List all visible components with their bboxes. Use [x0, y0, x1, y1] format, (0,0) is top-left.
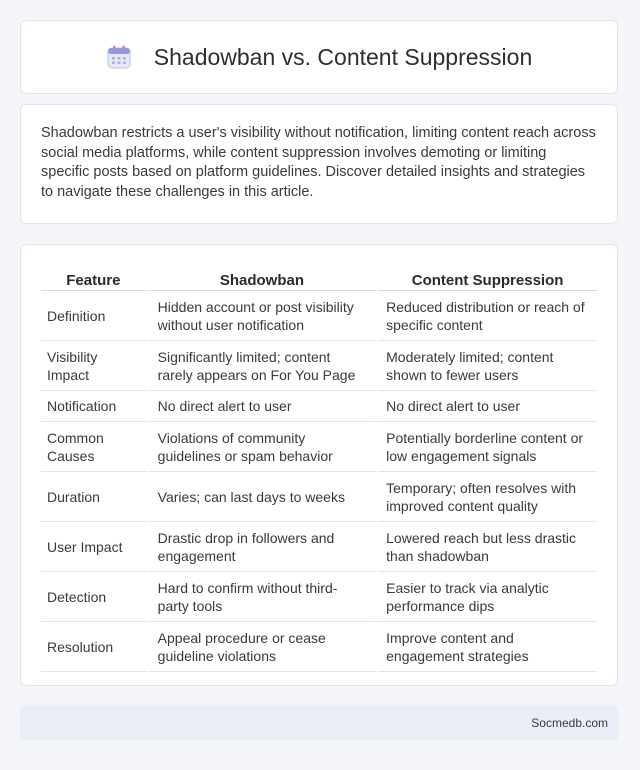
table-row [41, 291, 597, 341]
intro-card [20, 104, 618, 224]
cell-feature: Resolution [41, 622, 150, 672]
cell-shadowban: No direct alert to user [150, 391, 378, 422]
cell-shadowban: Hidden account or post visibility without user notification [150, 291, 378, 341]
cell-shadowban: Hard to confirm without third-party tools [150, 572, 378, 622]
cell-feature: User Impact [41, 522, 150, 572]
comparison-table [41, 265, 597, 672]
cell-feature: Common Causes [41, 422, 150, 472]
calendar-icon [106, 44, 132, 70]
cell-shadowban: Varies; can last days to weeks [150, 472, 378, 522]
cell-feature: Visibility Impact [41, 341, 150, 391]
cell-suppression: Improve content and engagement strategies [378, 622, 597, 672]
page-title: Shadowban vs. Content Suppression [153, 43, 533, 70]
cell-shadowban: Appeal procedure or cease guideline violations [150, 622, 378, 672]
footer-site-link[interactable]: Socmedb.com [531, 716, 608, 730]
cell-feature: Definition [41, 291, 150, 341]
table-row [41, 341, 597, 391]
cell-suppression: Reduced distribution or reach of specific content [378, 291, 597, 341]
cell-feature: Notification [41, 391, 150, 422]
cell-suppression: No direct alert to user [378, 391, 597, 422]
cell-feature: Duration [41, 472, 150, 522]
table-row [41, 391, 597, 422]
cell-shadowban: Drastic drop in followers and engagement [150, 522, 378, 572]
cell-suppression: Temporary; often resolves with improved content quality [378, 472, 597, 522]
cell-feature: Detection [41, 572, 150, 622]
cell-suppression: Lowered reach but less drastic than shadowban [378, 522, 597, 572]
cell-shadowban: Significantly limited; content rarely appears on For You Page [150, 341, 378, 391]
comparison-card [20, 244, 618, 686]
header-content-suppression: Content Suppression [378, 265, 597, 291]
cell-suppression: Moderately limited; content shown to fewer users [378, 341, 597, 391]
title-card [20, 20, 618, 94]
cell-shadowban: Violations of community guidelines or spam behavior [150, 422, 378, 472]
table-row [41, 622, 597, 672]
table-row [41, 572, 597, 622]
cell-suppression: Easier to track via analytic performance dips [378, 572, 597, 622]
table-header-row [41, 265, 597, 291]
table-row [41, 422, 597, 472]
header-feature: Feature [41, 265, 150, 291]
header-shadowban: Shadowban [150, 265, 378, 291]
footer [20, 706, 618, 740]
table-row [41, 522, 597, 572]
cell-suppression: Potentially borderline content or low engagement signals [378, 422, 597, 472]
intro-text: Shadowban restricts a user's visibility without notification, limiting content reach across social media platforms, while content suppression involves demoting or limiting specific posts based on platform guidelines. Discover detailed insights and strategies to navigate these challenges in this article. [41, 125, 596, 200]
table-row [41, 472, 597, 522]
